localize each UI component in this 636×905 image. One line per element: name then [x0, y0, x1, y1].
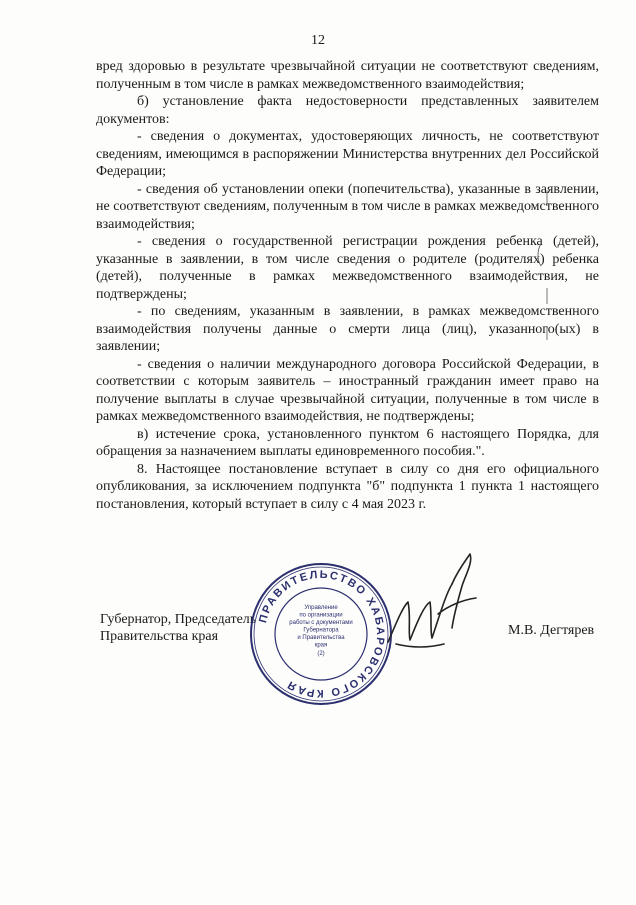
paragraph-4: - сведения об установлении опеки (попечительства), указанные в заявлении, не соответствуют сведениям, полученным в том числе в рамках межведомственного взаимодействия; — [96, 181, 599, 232]
signatory-title-line-1: Губернатор, Председатель — [100, 612, 257, 627]
seal-center-line: работы с документами — [289, 620, 353, 626]
seal-center-line: по организации — [299, 612, 343, 619]
paragraph-6: - по сведениям, указанным в заявлении, в рамках межведомственного взаимодействия получены данные о смерти лица (лиц), указанного(ых) в заявлении; — [96, 304, 599, 354]
document-body — [96, 58, 599, 513]
seal-center-line: Губернатора — [303, 627, 339, 634]
paragraph-2: б) установление факта недостоверности представленных заявителем документов: — [96, 94, 599, 127]
signatory-title-line-2: Правительства края — [100, 629, 219, 644]
paragraph-3: - сведения о документах, удостоверяющих личность, не соответствуют сведениям, имеющимся в распоряжении Министерства внутренних дел Российской Федерации; — [96, 129, 599, 179]
paragraph-5: - сведения о государственной регистрации рождения ребенка (детей), указанные в заявлении, в том числе сведения о родителе (родителях) ребенка (детей), полученные в рамках межведомственного взаимодействия, не подтверждены; — [96, 234, 599, 302]
handwritten-signature — [378, 544, 488, 664]
seal-center-line: Управление — [304, 605, 338, 611]
signatory-name: М.В. Дегтярев — [508, 623, 595, 638]
paragraph-9: 8. Настоящее постановление вступает в силу со дня его официального опубликования, за исключением подпункта "б" подпункта 1 пункта 1 настоящего постановления, который вступает в силу с 4 мая 2023 г. — [96, 461, 599, 512]
official-seal — [248, 561, 394, 707]
seal-center-line: и Правительства — [297, 635, 345, 641]
page-number: 12 — [311, 33, 325, 48]
paragraph-8: в) истечение срока, установленного пунктом 6 настоящего Порядка, для обращения за назначением выплаты единовременного пособия.". — [96, 426, 599, 459]
seal-ring-text: ПРАВИТЕЛЬСТВО ХАБАРОВСКОГО КРАЯ — [257, 568, 387, 700]
paragraph-7: - сведения о наличии международного договора Российской Федерации, в соответствии с которым заявитель – иностранный гражданин имеет право на получение выплаты в случае чрезвычайной ситуации, полученные в том числе в рамках межведомственного взаимодействия, не подтверждены; — [96, 356, 599, 424]
seal-center-line: (2) — [317, 651, 325, 657]
paragraph-1: вред здоровью в результате чрезвычайной ситуации не соответствуют сведениям, полученным в том числе в рамках межведомственного взаимодействия; — [96, 59, 599, 92]
signatory-title — [100, 611, 256, 645]
seal-center-line: края — [314, 642, 328, 649]
